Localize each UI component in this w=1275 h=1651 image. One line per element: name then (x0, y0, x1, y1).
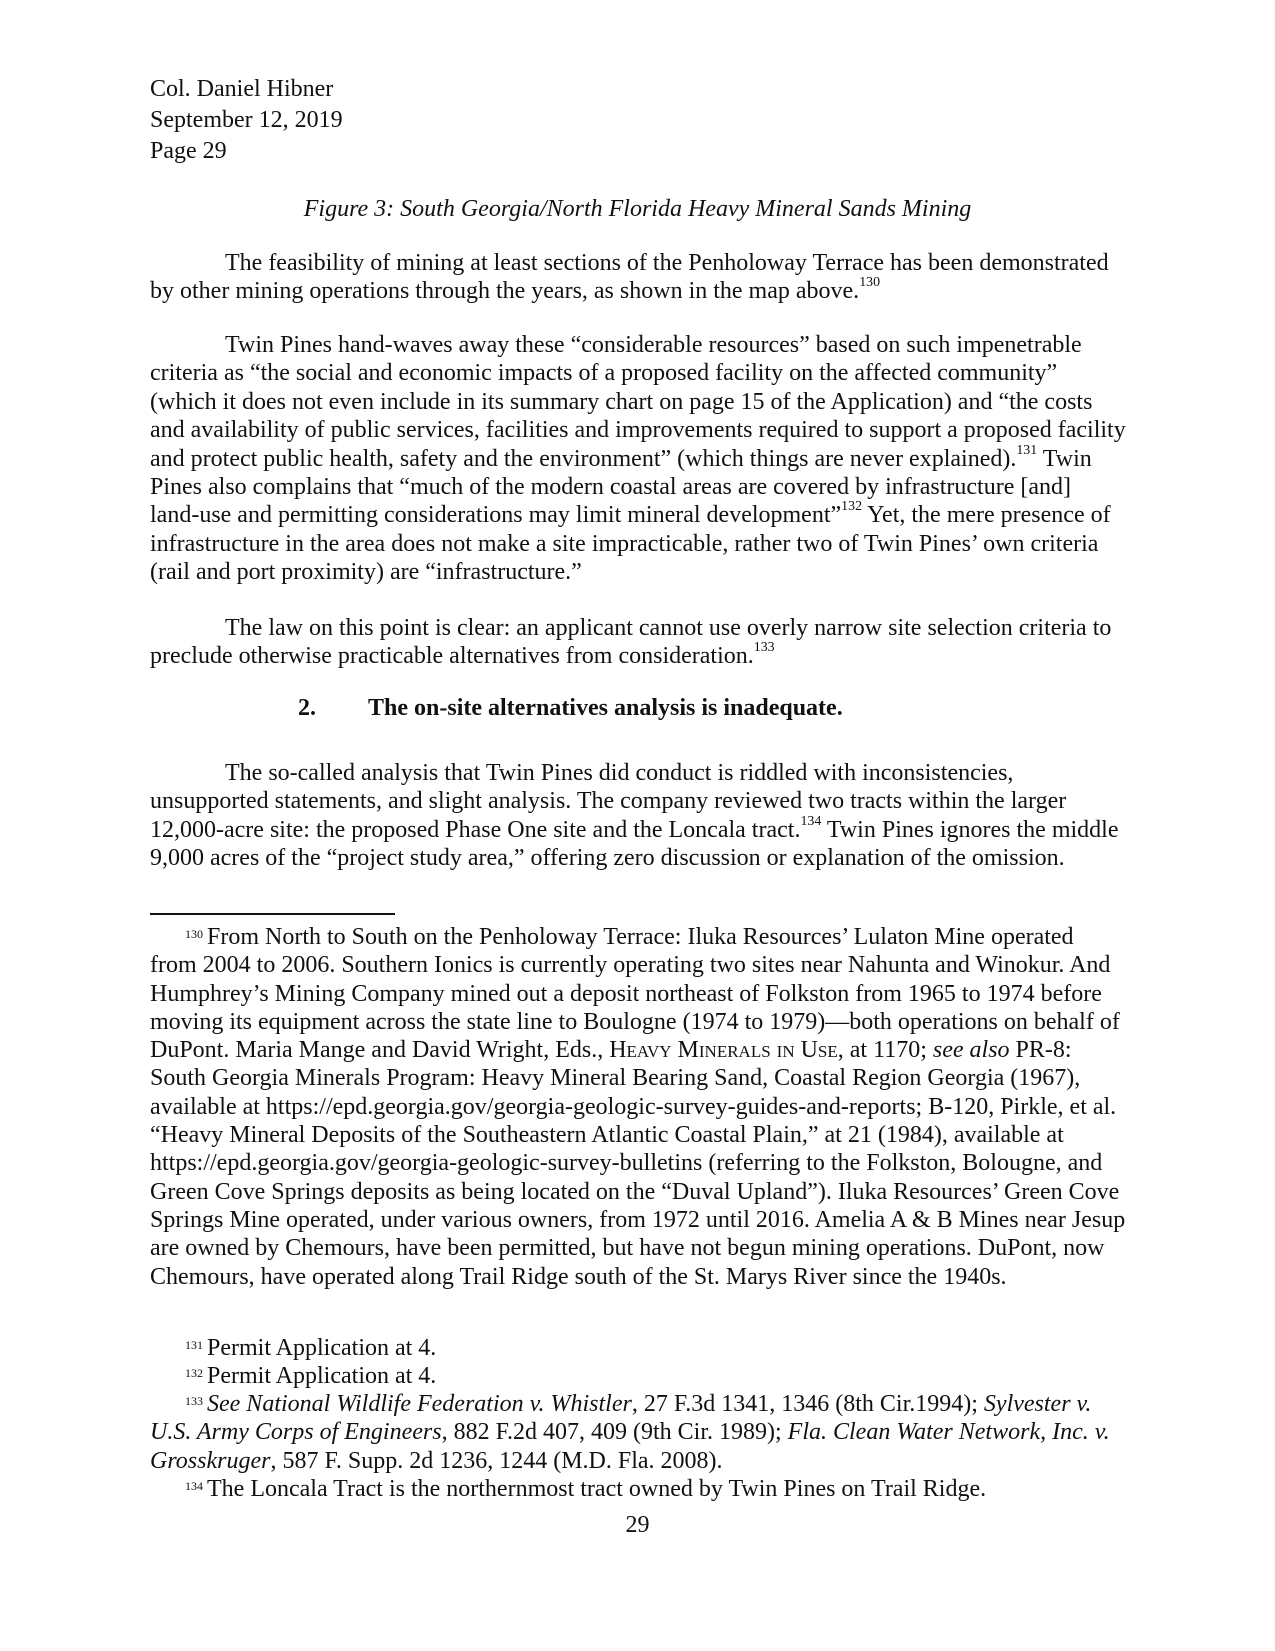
footnote-text: PR-8: South Georgia Minerals Program: Heavy Mineral Bearing Sand, Coastal Region Georgia (1967), available at https://epd.georgia.gov/georgia-geologic-survey-guides-and-reports; B-120, Pirkle, et al. “Heavy Mineral Deposits of the Southeastern Atlantic Coastal Plain,” at 21 (1984), available at https://epd.georgia.gov/georgia-geologic-survey-bulletins (referring to the Folkston, Bolougne, and Green Cove Springs deposits as being located on the “Duval Upland”). Iluka Resources’ Green Cove Springs Mine operated, under various owners, from 1972 until 2016. Amelia A & B Mines near Jesup are owned by Chemours, have been permitted, but have not begun mining operations. DuPont, now Chemours, have operated along Trail Ridge south of the St. Marys River since the 1940s. (150, 1037, 1126, 1290)
paragraph-text: The feasibility of mining at least sections of the Penholoway Terrace has been demonstrated by other mining operations through the years, as shown in the map above. (150, 250, 1109, 305)
footnote-130 (150, 920, 1126, 1291)
footnote-ref[interactable]: 131 (1016, 442, 1038, 458)
footnote-ref[interactable]: 133 (753, 640, 775, 656)
footnote-text: From North to South on the Penholoway Terrace: Iluka Resources’ Lulaton Mine operated from 2004 to 2006. Southern Ionics is currently operating two sites near Nahunta and Winokur. And Humphrey’s Mining Company mined out a deposit northeast of Folkston from 1965 to 1974 before moving its equipment across the state line to Boulogne (1974 to 1979)—both operations on behalf of DuPont. Maria Mange and David Wright, Eds., (150, 924, 1120, 1064)
footnote-131 (150, 1331, 1126, 1362)
case-citation: , 882 F.2d 407, 409 (9th Cir. 1989); (441, 1419, 788, 1446)
footnote-number: 132 (185, 1366, 203, 1380)
paragraph-law (150, 614, 1126, 671)
footnote-ref[interactable]: 130 (859, 275, 881, 291)
footnote-133 (150, 1387, 1126, 1475)
paragraph-feasibility (150, 249, 1126, 306)
header-page-label: Page 29 (150, 138, 227, 164)
paragraph-text: The law on this point is clear: an applicant cannot use overly narrow site selection criteria to preclude otherwise practicable alternatives from consideration. (150, 615, 1112, 670)
footnote-134 (150, 1472, 1126, 1503)
footnote-text: The Loncala Tract is the northernmost tract owned by Twin Pines on Trail Ridge. (207, 1476, 987, 1502)
book-title: Heavy Minerals in Use (609, 1037, 838, 1064)
paragraph-text: Yet, the mere presence of infrastructure in the area does not make a site impracticable, rather two of Twin Pines’ own criteria (rail and port proximity) are “infrastructure.” (150, 502, 1111, 586)
paragraph-text: The so-called analysis that Twin Pines did conduct is riddled with inconsistencies, unsupported statements, and slight analysis. The company reviewed two tracts within the larger 12,000-acre site: the proposed Phase One site and the Loncala tract. (150, 760, 1067, 843)
recipient-name: Col. Daniel Hibner (150, 76, 334, 102)
footnote-text: Permit Application at 4. (207, 1335, 437, 1361)
footnote-text: , at 1170; (837, 1037, 933, 1064)
case-name: Fla. Clean Water Network, Inc. v. Grosskruger (150, 1419, 1110, 1474)
footnote-132 (150, 1359, 1126, 1390)
footnote-number: 133 (185, 1394, 203, 1408)
footnote-separator (150, 913, 395, 915)
case-citation: , 587 F. Supp. 2d 1236, 1244 (M.D. Fla. 2008). (270, 1447, 723, 1474)
footnote-number: 134 (185, 1479, 203, 1493)
section-title: The on-site alternatives analysis is inadequate. (368, 695, 843, 721)
letter-header (150, 74, 1126, 167)
paragraph-text: Twin Pines also complains that “much of the modern coastal areas are covered by infrastructure [and] land-use and permitting considerations may limit mineral development” (150, 445, 1092, 529)
case-name: See National Wildlife Federation v. Whistler (207, 1391, 632, 1417)
paragraph-onsite-analysis (150, 759, 1126, 873)
footnote-text: Permit Application at 4. (207, 1363, 437, 1389)
footnote-number: 130 (185, 927, 203, 941)
case-name: Sylvester v. U.S. Army Corps of Engineers (150, 1391, 1092, 1446)
paragraph-considerable-resources (150, 331, 1126, 587)
case-citation: , 27 F.3d 1341, 1346 (8th Cir.1994); (631, 1391, 984, 1417)
paragraph-text: Twin Pines ignores the middle 9,000 acres of the “project study area,” offering zero discussion or explanation of the omission. (150, 816, 1119, 872)
letter-date: September 12, 2019 (150, 107, 343, 133)
footnote-number: 131 (185, 1338, 203, 1352)
paragraph-text: Twin Pines hand-waves away these “considerable resources” based on such impenetrable criteria as “the social and economic impacts of a proposed facility on the affected community” (which it does not even include in its summary chart on page 15 of the Application) and “the costs and availability of public services, facilities and improvements required to support a proposed facility and protect public health, safety and the environment” (which things are never explained). (150, 332, 1126, 472)
signal-see-also: see also (932, 1037, 1010, 1064)
section-heading (298, 695, 843, 722)
section-number: 2. (298, 695, 316, 721)
page-number: 29 (625, 1512, 650, 1538)
figure-caption: Figure 3: South Georgia/North Florida Heavy Mineral Sands Mining (303, 196, 972, 222)
footnote-ref[interactable]: 132 (841, 499, 863, 515)
footnote-ref[interactable]: 134 (800, 813, 822, 829)
